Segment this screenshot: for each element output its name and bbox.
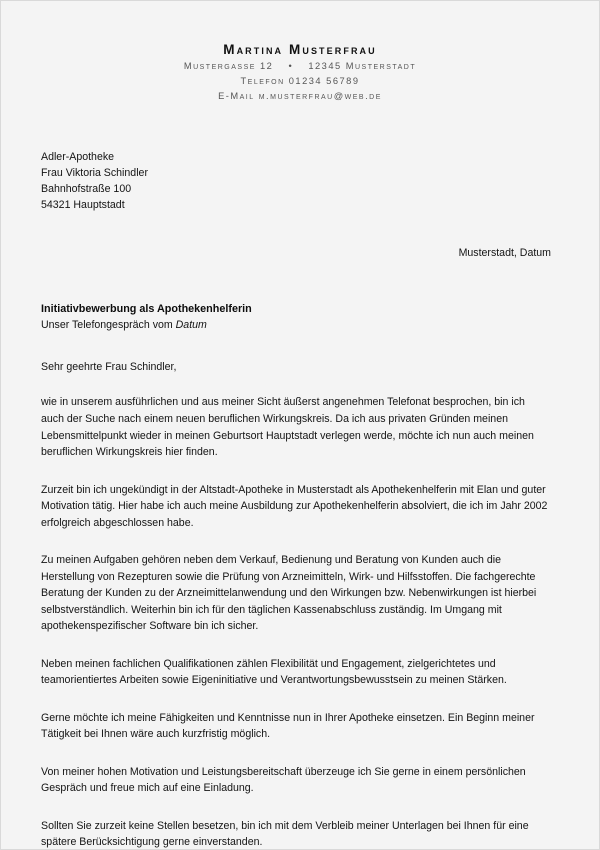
recipient-city: 54321 Hauptstadt	[41, 199, 125, 212]
recipient-street: Bahnhofstraße 100	[41, 183, 132, 196]
sender-address-line	[1, 59, 599, 74]
body-paragraph: wie in unserem ausführlichen und aus meiner Sicht äußerst angenehmen Telefonat besprochen, bin ich auch der Suche nach einem neuen beruflichen Wirkungskreis. Da ich aus privaten Gründen meinen Lebensmittelpunkt wieder in meinen Geburtsort Hauptstadt verlegen werde, möchte ich nun auch meinen beruflichen Wirkungskreis hier finden.	[41, 396, 534, 459]
recipient-address-block	[41, 149, 553, 213]
sender-email: E-Mail m.musterfrau@web.de	[218, 90, 382, 101]
sender-street: Mustergasse 12	[183, 60, 274, 71]
sender-phone: Telefon 01234 56789	[240, 75, 360, 86]
body-paragraph: Von meiner hohen Motivation und Leistungsbereitschaft überzeuge ich Sie gerne in einem persönlichen Gespräch und freue mich auf eine Einladung.	[41, 765, 526, 795]
subject-reference-prefix: Unser Telefongespräch vom	[41, 318, 176, 331]
body-paragraph: Neben meinen fachlichen Qualifikationen zählen Flexibilität und Engagement, zielgerichtetes und teamorientiertes Arbeiten sowie Eigeninitiative und Verantwortungsbewusstsein zu meinen Stärken.	[41, 657, 507, 687]
sender-name: Martina Musterfrau	[223, 42, 377, 57]
subject-title: Initiativbewerbung als Apothekenhelferin	[41, 303, 252, 316]
recipient-company: Adler-Apotheke	[41, 151, 115, 164]
subject-reference	[41, 318, 553, 334]
body-paragraph: Zu meinen Aufgaben gehören neben dem Verkauf, Bedienung und Beratung von Kunden auch die Herstellung von Rezepturen sowie die Prüfung von Arzneimitteln, Wirk- und Hilfsstoffen. Die fachgerechte Beratung der Kunden zu der Arzneimittelanwendung und den Wirkungen bzw. Nebenwirkungen ist hierbei selbstverständlich. Weiterhin bin ich für den täglichen Kassenabschluss zuständig. Im Umgang mit apothekenspezifischer Software bin ich sicher.	[41, 554, 537, 633]
letter-body	[1, 149, 599, 850]
body-paragraph: Sollten Sie zurzeit keine Stellen besetzen, bin ich mit dem Verbleib meiner Unterlagen bei Ihnen für eine spätere Berücksichtigung gerne einverstanden.	[41, 819, 529, 849]
bullet-separator-icon: •	[288, 60, 294, 71]
sender-city: 12345 Musterstadt	[308, 60, 417, 71]
body-paragraph: Gerne möchte ich meine Fähigkeiten und Kenntnisse nun in Ihrer Apotheke einsetzen. Ein Beginn meiner Tätigkeit bei Ihnen wäre auch kurzfristig möglich.	[41, 711, 535, 741]
recipient-person: Frau Viktoria Schindler	[41, 167, 148, 180]
body-paragraph: Zurzeit bin ich ungekündigt in der Altstadt-Apotheke in Musterstadt als Apothekenhelferin mit Elan und guter Motivation tätig. Hier habe ich auch meine Ausbildung zur Apothekenhelferin absolviert, die ich im Jahr 2002 erfolgreich abgeschlossen habe.	[41, 483, 548, 529]
subject-block	[41, 301, 553, 333]
place-date-line: Musterstadt, Datum	[458, 247, 551, 260]
salutation: Sehr geehrte Frau Schindler,	[41, 361, 177, 374]
subject-reference-placeholder: Datum	[175, 318, 207, 331]
letterhead	[1, 1, 599, 104]
